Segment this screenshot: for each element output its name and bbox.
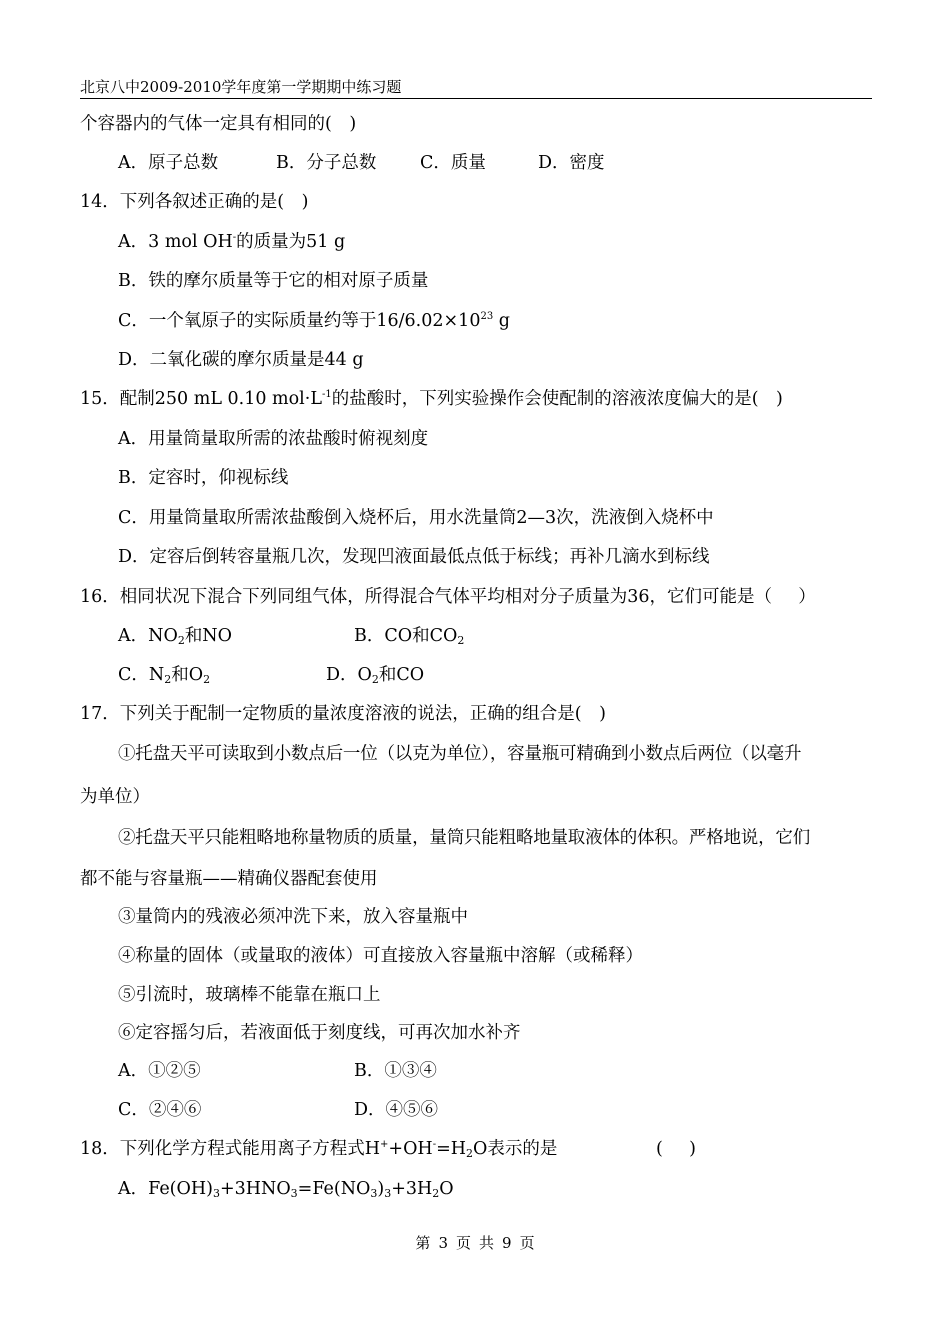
q18-stem-text4: O表示的是	[473, 1139, 558, 1159]
q14-c-text2: g	[493, 311, 510, 331]
q16-stem: 16．相同状况下混合下列同组气体，所得混合气体平均相对分子质量为36，它们可能是（ ）	[80, 587, 816, 607]
q18-sub1: 2	[466, 1147, 474, 1160]
q16-a-sub: 2	[177, 634, 185, 647]
q13-option-d: D．密度	[538, 153, 605, 173]
q18-a-t4: )	[377, 1179, 385, 1199]
q15-stem	[80, 387, 783, 411]
q15-option-c: C．用量筒量取所需浓盐酸倒入烧杯后，用水洗量筒2—3次，洗液倒入烧杯中	[118, 508, 714, 528]
q16-option-d	[326, 663, 424, 687]
footer-word-di: 第	[415, 1234, 431, 1252]
q17-statement-3: ③量筒内的残液必须冲洗下来，放入容量瓶中	[118, 907, 468, 927]
header-title: 北京八中2009-2010学年度第一学期期中练习题	[80, 78, 402, 96]
q18-a-s3: 3	[370, 1187, 378, 1200]
q15-stem-text2: 的盐酸时，下列实验操作会使配制的溶液浓度偏大的是( )	[331, 389, 783, 409]
q14-a-text2: 的质量为51 g	[236, 232, 346, 252]
q15-option-d: D．定容后倒转容量瓶几次，发现凹液面最低点低于标线；再补几滴水到标线	[118, 547, 710, 567]
q17-option-c: C．②④⑥	[118, 1100, 202, 1120]
q18-stem-text3: =H	[436, 1139, 467, 1159]
q15-stem-sup: -1	[321, 389, 332, 400]
q16-d-sub: 2	[371, 673, 379, 686]
footer-word-ye: 页	[455, 1234, 471, 1252]
q14-option-b: B．铁的摩尔质量等于它的相对原子质量	[118, 271, 429, 291]
q16-option-b	[354, 624, 464, 648]
q18-a-t6: O	[439, 1179, 454, 1199]
q13-option-a: A．原子总数	[118, 153, 219, 173]
q14-a-sup: -	[232, 232, 237, 243]
q16-options-row1	[118, 624, 818, 648]
q16-b-text: B．CO和CO	[354, 626, 458, 646]
q16-a-text2: 和NO	[184, 626, 232, 646]
q17-stem: 17．下列关于配制一定物质的量浓度溶液的说法，正确的组合是( )	[80, 704, 606, 724]
page-footer	[0, 1232, 950, 1254]
q17-option-a: A．①②⑤	[118, 1061, 201, 1081]
q17-statement-1-cont: 为单位）	[80, 787, 150, 807]
q16-d-text: D．O	[326, 665, 372, 685]
q18-a-t5: +3H	[391, 1179, 433, 1199]
q14-stem: 14．下列各叙述正确的是( )	[80, 192, 309, 212]
q15-stem-text: 15．配制250 mL 0.10 mol·L	[80, 389, 322, 409]
q18-a-s1: 3	[212, 1187, 220, 1200]
q18-a-t3: =Fe(NO	[297, 1179, 371, 1199]
footer-page-number: 3	[438, 1234, 448, 1252]
q16-d-text2: 和CO	[378, 665, 425, 685]
q16-c-text2: 和O	[171, 665, 204, 685]
q14-c-text: C．一个氧原子的实际质量约等于16/6.02×10	[118, 311, 481, 331]
page-header	[80, 76, 872, 99]
q15-option-a: A．用量筒量取所需的浓盐酸时俯视刻度	[118, 429, 429, 449]
q17-options-row1	[118, 1059, 818, 1083]
q17-statement-1: ①托盘天平可读取到小数点后一位（以克为单位），容量瓶可精确到小数点后两位（以毫升	[118, 744, 802, 764]
q13-continuation: 个容器内的气体一定具有相同的( )	[80, 114, 357, 134]
q18-stem-text2: +OH	[388, 1139, 433, 1159]
footer-total-pages: 9	[502, 1234, 512, 1252]
q18-a-t1: A．Fe(OH)	[118, 1179, 213, 1199]
q18-a-s4: 3	[384, 1187, 392, 1200]
q18-option-a	[118, 1177, 454, 1201]
q15-option-b: B．定容时，仰视标线	[118, 468, 289, 488]
q17-statement-6: ⑥定容摇匀后，若液面低于刻度线，可再次加水补齐	[118, 1023, 521, 1043]
q16-option-a	[118, 624, 232, 648]
q17-option-b: B．①③④	[354, 1061, 437, 1081]
q18-sup2: -	[432, 1139, 437, 1150]
q16-options-row2	[118, 663, 818, 687]
q17-statement-2: ②托盘天平只能粗略地称量物质的质量，量筒只能粗略地量取液体的体积。严格地说，它们	[118, 828, 810, 848]
q16-b-sub: 2	[457, 634, 465, 647]
q17-statement-4: ④称量的固体（或量取的液体）可直接放入容量瓶中溶解（或稀释）	[118, 946, 643, 966]
q16-c-sub2: 2	[203, 673, 211, 686]
q14-option-a	[118, 230, 345, 254]
q18-sup1: +	[380, 1139, 389, 1150]
q16-c-text: C．N	[118, 665, 165, 685]
q18-a-s5: 2	[432, 1187, 440, 1200]
q16-a-text: A．NO	[118, 626, 178, 646]
q17-options-row2	[118, 1098, 818, 1122]
q17-option-d: D．④⑤⑥	[354, 1100, 439, 1120]
q16-c-sub1: 2	[164, 673, 172, 686]
q14-c-sup: 23	[480, 311, 494, 322]
q18-stem-text1: 18．下列化学方程式能用离子方程式H	[80, 1139, 381, 1159]
footer-word-ye2: 页	[519, 1234, 535, 1252]
q13-options	[118, 151, 818, 175]
q13-option-b: B．分子总数	[276, 153, 377, 173]
q18-a-s2: 3	[290, 1187, 298, 1200]
q18-answer-paren: ( )	[656, 1139, 696, 1159]
q13-option-c: C．质量	[420, 153, 486, 173]
q14-a-text: A．3 mol OH	[118, 232, 233, 252]
q18-a-t2: +3HNO	[219, 1179, 291, 1199]
q17-statement-2-cont: 都不能与容量瓶——精确仪器配套使用	[80, 869, 378, 889]
q18-stem	[80, 1137, 557, 1161]
q16-option-c	[118, 663, 210, 687]
footer-word-gong: 共	[479, 1234, 495, 1252]
q14-option-c	[118, 309, 510, 333]
q17-statement-5: ⑤引流时，玻璃棒不能靠在瓶口上	[118, 985, 381, 1005]
q14-option-d: D．二氧化碳的摩尔质量是44 g	[118, 350, 364, 370]
